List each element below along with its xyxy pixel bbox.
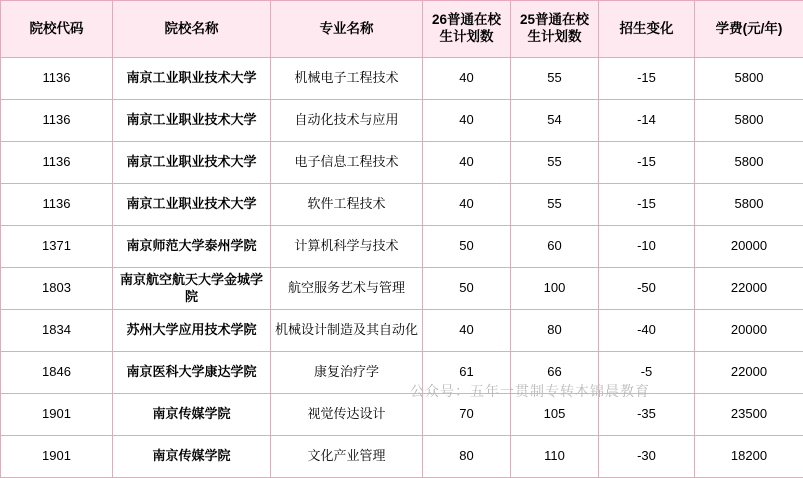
cell-change: -40 [599,310,695,352]
cell-school: 南京传媒学院 [113,394,271,436]
cell-change: -15 [599,184,695,226]
cell-code: 1136 [1,142,113,184]
cell-code: 1371 [1,226,113,268]
cell-school: 南京工业职业技术大学 [113,142,271,184]
column-header-major: 专业名称 [271,1,423,58]
cell-fee: 23500 [695,394,803,436]
cell-school: 南京航空航天大学金城学院 [113,268,271,310]
table-row [1,100,803,142]
cell-plan25: 55 [511,184,599,226]
cell-fee: 20000 [695,226,803,268]
cell-plan26: 40 [423,184,511,226]
cell-fee: 5800 [695,58,803,100]
cell-plan26: 40 [423,142,511,184]
cell-fee: 5800 [695,184,803,226]
cell-change: -30 [599,436,695,478]
watermark-text: 公众号：五年一贯制专转本锦晨教育 [410,381,650,401]
cell-plan25: 55 [511,58,599,100]
table-body [1,58,803,478]
cell-plan26: 70 [423,394,511,436]
cell-major: 机械设计制造及其自动化 [271,310,423,352]
cell-fee: 18200 [695,436,803,478]
cell-code: 1834 [1,310,113,352]
cell-major: 康复治疗学 [271,352,423,394]
table-row [1,352,803,394]
cell-fee: 22000 [695,352,803,394]
table-row [1,436,803,478]
cell-change: -15 [599,58,695,100]
cell-major: 航空服务艺术与管理 [271,268,423,310]
cell-plan25: 105 [511,394,599,436]
column-header-fee: 学费(元/年) [695,1,803,58]
cell-fee: 5800 [695,100,803,142]
cell-change: -15 [599,142,695,184]
cell-plan25: 80 [511,310,599,352]
cell-school: 南京工业职业技术大学 [113,100,271,142]
cell-plan25: 66 [511,352,599,394]
cell-code: 1136 [1,58,113,100]
cell-code: 1136 [1,184,113,226]
cell-major: 自动化技术与应用 [271,100,423,142]
cell-school: 南京工业职业技术大学 [113,58,271,100]
table-row [1,268,803,310]
column-header-plan25: 25普通在校生计划数 [511,1,599,58]
table-row [1,58,803,100]
cell-school: 南京工业职业技术大学 [113,184,271,226]
table-header-row [1,1,803,58]
cell-plan25: 100 [511,268,599,310]
cell-plan25: 110 [511,436,599,478]
cell-major: 文化产业管理 [271,436,423,478]
cell-code: 1901 [1,394,113,436]
cell-major: 电子信息工程技术 [271,142,423,184]
cell-plan26: 40 [423,58,511,100]
table-row [1,226,803,268]
cell-plan26: 61 [423,352,511,394]
cell-code: 1803 [1,268,113,310]
cell-plan25: 55 [511,142,599,184]
cell-code: 1846 [1,352,113,394]
column-header-plan26: 26普通在校生计划数 [423,1,511,58]
table-header [1,1,803,58]
table-row [1,394,803,436]
cell-code: 1136 [1,100,113,142]
cell-major: 软件工程技术 [271,184,423,226]
cell-change: -50 [599,268,695,310]
cell-fee: 20000 [695,310,803,352]
column-header-code: 院校代码 [1,1,113,58]
cell-school: 南京师范大学泰州学院 [113,226,271,268]
cell-change: -10 [599,226,695,268]
table-row [1,310,803,352]
cell-major: 计算机科学与技术 [271,226,423,268]
cell-plan25: 54 [511,100,599,142]
cell-change: -35 [599,394,695,436]
cell-school: 南京医科大学康达学院 [113,352,271,394]
cell-change: -5 [599,352,695,394]
cell-school: 南京传媒学院 [113,436,271,478]
cell-school: 苏州大学应用技术学院 [113,310,271,352]
cell-major: 机械电子工程技术 [271,58,423,100]
table-row [1,142,803,184]
cell-change: -14 [599,100,695,142]
cell-plan26: 40 [423,310,511,352]
table-row [1,184,803,226]
cell-code: 1901 [1,436,113,478]
cell-plan26: 50 [423,226,511,268]
column-header-school: 院校名称 [113,1,271,58]
cell-plan26: 50 [423,268,511,310]
cell-fee: 22000 [695,268,803,310]
cell-fee: 5800 [695,142,803,184]
cell-plan26: 80 [423,436,511,478]
cell-plan26: 40 [423,100,511,142]
column-header-change: 招生变化 [599,1,695,58]
cell-plan25: 60 [511,226,599,268]
cell-major: 视觉传达设计 [271,394,423,436]
